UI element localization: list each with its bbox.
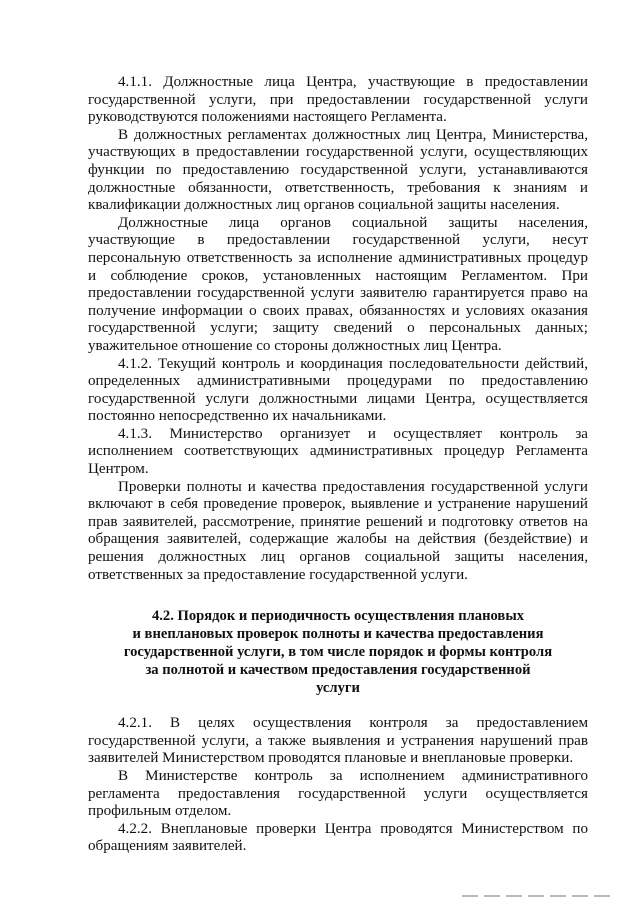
paragraph-job-regulations: В должностных регламентах должностных лиц Центра, Министерства, участвующих в предоставлении государственной услуги, осуществляющих функции по предоставлению государственной услуги, устанавливаются должностные обязанности, ответственность, требования к знаниям и квалификации должностных лиц органов социальной защиты населения.: [88, 126, 588, 214]
document-page: [88, 74, 588, 856]
paragraph-4-1-2: 4.1.2. Текущий контроль и координация последовательности действий, определенных административными процедурами по предоставлению государственной услуги должностными лицами Центра, осуществляется постоянно непосредственно их начальниками.: [88, 355, 588, 425]
paragraph-4-2-2: 4.2.2. Внеплановые проверки Центра проводятся Министерством по обращениям заявителей.: [88, 820, 588, 855]
paragraph-4-1-3: 4.1.3. Министерство организует и осуществляет контроль за исполнением соответствующих административных процедур Регламента Центром.: [88, 425, 588, 478]
heading-line: за полнотой и качеством предоставления государственной: [145, 662, 531, 679]
paragraph-4-2-1: 4.2.1. В целях осуществления контроля за предоставлением государственной услуги, а также выявления и устранения нарушений прав заявителей Министерством проводятся плановые и внеплановые проверки.: [88, 715, 588, 767]
paragraph-inspections-scope: Проверки полноты и качества предоставления государственной услуги включают в себя проведение проверок, выявление и устранение нарушений прав заявителей, рассмотрение, принятие решений и подготовку ответов на обращения заявителей, содержащие жалобы на действия (бездействие) и решения должностных лиц органов социальной защиты населения, ответственных за предоставление государственной услуги.: [88, 478, 588, 583]
footer-scan-mark: [462, 895, 612, 897]
paragraph-officials-responsibility: Должностные лица органов социальной защиты населения, участвующие в предоставлении государственной услуги, несут персональную ответственность за исполнение административных процедур и соблюдение сроков, установленных настоящим Регламентом. При предоставлении государственной услуги заявителю гарантируется право на получение информации о своих правах, обязанностях и условиях оказания государственной услуги; защиту сведений о персональных данных; уважительное отношение со стороны должностных лиц Центра.: [88, 214, 588, 354]
paragraph-4-1-1: 4.1.1. Должностные лица Центра, участвующие в предоставлении государственной услуги, при предоставлении государственной услуги руководствуются положениями настоящего Регламента.: [88, 74, 588, 126]
heading-line: и внеплановых проверок полноты и качества предоставления: [132, 626, 544, 643]
section-heading-4-2: [88, 607, 588, 697]
heading-line: 4.2. Порядок и периодичность осуществления плановых: [151, 608, 525, 625]
paragraph-ministry-control: В Министерстве контроль за исполнением административного регламента предоставления государственной услуги осуществляется профильным отделом.: [88, 768, 588, 820]
heading-line: государственной услуги, в том числе порядок и формы контроля: [123, 644, 553, 661]
heading-line: услуги: [316, 680, 360, 697]
